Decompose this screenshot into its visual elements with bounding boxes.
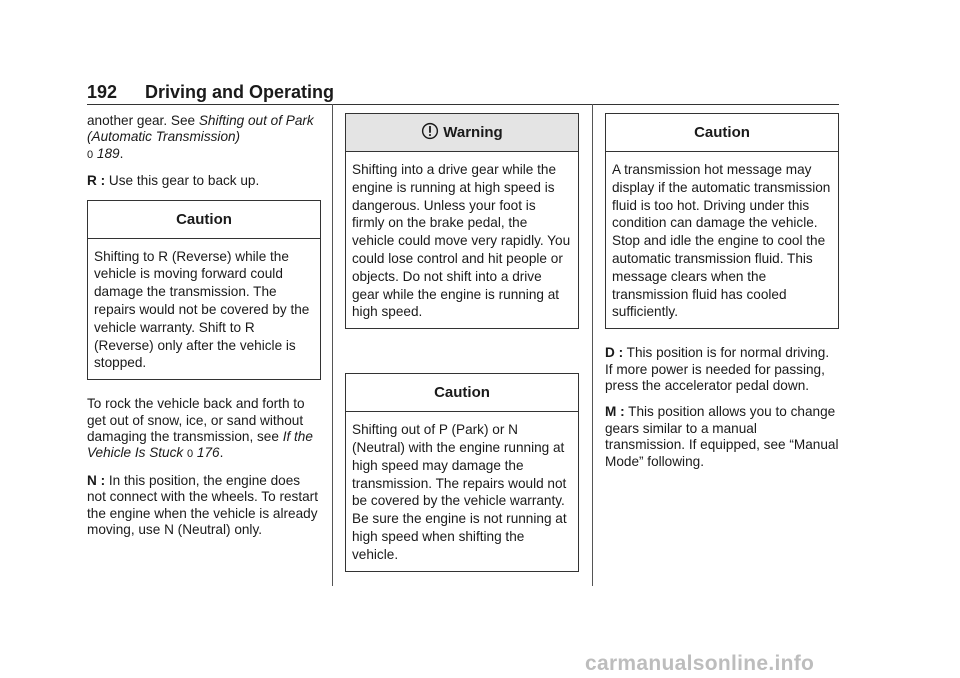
caution-title: Caution	[346, 374, 578, 412]
intro-paragraph: another gear. See Shifting out of Park (Automatic Transmission) 0 189.	[87, 113, 314, 161]
cross-reference-link[interactable]: “Manual Mode” following.	[605, 437, 839, 469]
page-arrow-icon: 0	[187, 448, 194, 461]
warning-header	[346, 114, 578, 152]
caution-box-neutral	[345, 373, 579, 571]
gear-label-d: D :	[605, 345, 624, 361]
caution-box-reverse	[87, 200, 321, 381]
warning-body: Shifting into a drive gear while the engine is running at high speed is dangerous. Unless your foot is firmly on the brake pedal, the vehicle could move very rapidly. You could lose control and hit people or objects. Do not shift into a drive gear while the engine is running at high speed.	[352, 162, 571, 320]
drive-paragraph: D : This position is for normal driving. If more power is needed for passing, press the accelerator pedal down.	[605, 345, 830, 393]
warning-box	[345, 113, 579, 329]
warning-title: Warning	[443, 124, 503, 141]
column-divider-2	[592, 104, 593, 586]
page-number: 192	[87, 82, 118, 102]
column-divider-1	[332, 104, 333, 586]
page-ref[interactable]: 176	[196, 445, 220, 461]
caution-box-hot	[605, 113, 839, 329]
page-ref[interactable]: 189	[96, 145, 120, 161]
reverse-paragraph: R : Use this gear to back up.	[87, 173, 260, 189]
column-3	[605, 113, 839, 480]
caution-body: Shifting out of P (Park) or N (Neutral) with the engine running at high speed may damage the transmission. The repairs would not be covered by the vehicle warranty. Be sure the engine is not running at high speed when shifting the vehicle.	[352, 422, 567, 562]
gear-label-n: N :	[87, 472, 106, 488]
gear-label-r: R :	[87, 173, 106, 189]
column-1	[87, 113, 321, 548]
header-divider	[87, 104, 839, 105]
gear-label-m: M :	[605, 404, 625, 420]
rock-paragraph: To rock the vehicle back and forth to get out of snow, ice, or sand without damaging the transmission, see If the Vehicle Is Stuck 0 176.	[87, 396, 313, 461]
section-title: Driving and Operating	[145, 82, 335, 102]
caution-title: Caution	[606, 114, 838, 152]
manual-paragraph: M : This position allows you to change gears similar to a manual transmission. If equipped, see “Manual Mode” following.	[605, 404, 839, 469]
column-2	[345, 113, 579, 588]
caution-title: Caution	[88, 201, 320, 239]
watermark: carmanualsonline.info	[585, 652, 815, 675]
cross-reference-link[interactable]: Shifting out of Park (Automatic Transmission)	[87, 113, 314, 145]
caution-body: Shifting to R (Reverse) while the vehicle is moving forward could damage the transmission. The repairs would not be covered by the vehicle warranty. Shift to R (Reverse) only after the vehicle is stopped.	[94, 248, 310, 371]
neutral-paragraph: N : In this position, the engine does not connect with the wheels. To restart the engine when the vehicle is already moving, use N (Neutral) only.	[87, 472, 318, 538]
caution-body: A transmission hot message may display if the automatic transmission fluid is too hot. Driving under this condition can damage the vehicle. Stop and idle the engine to cool the automatic transmission fluid. This message clears when the transmission fluid has cooled sufficiently.	[612, 162, 831, 320]
cross-reference-link[interactable]: If the Vehicle Is Stuck	[87, 429, 313, 461]
page-arrow-icon: 0	[87, 148, 94, 161]
page-header	[87, 82, 839, 106]
warning-icon	[421, 122, 439, 140]
